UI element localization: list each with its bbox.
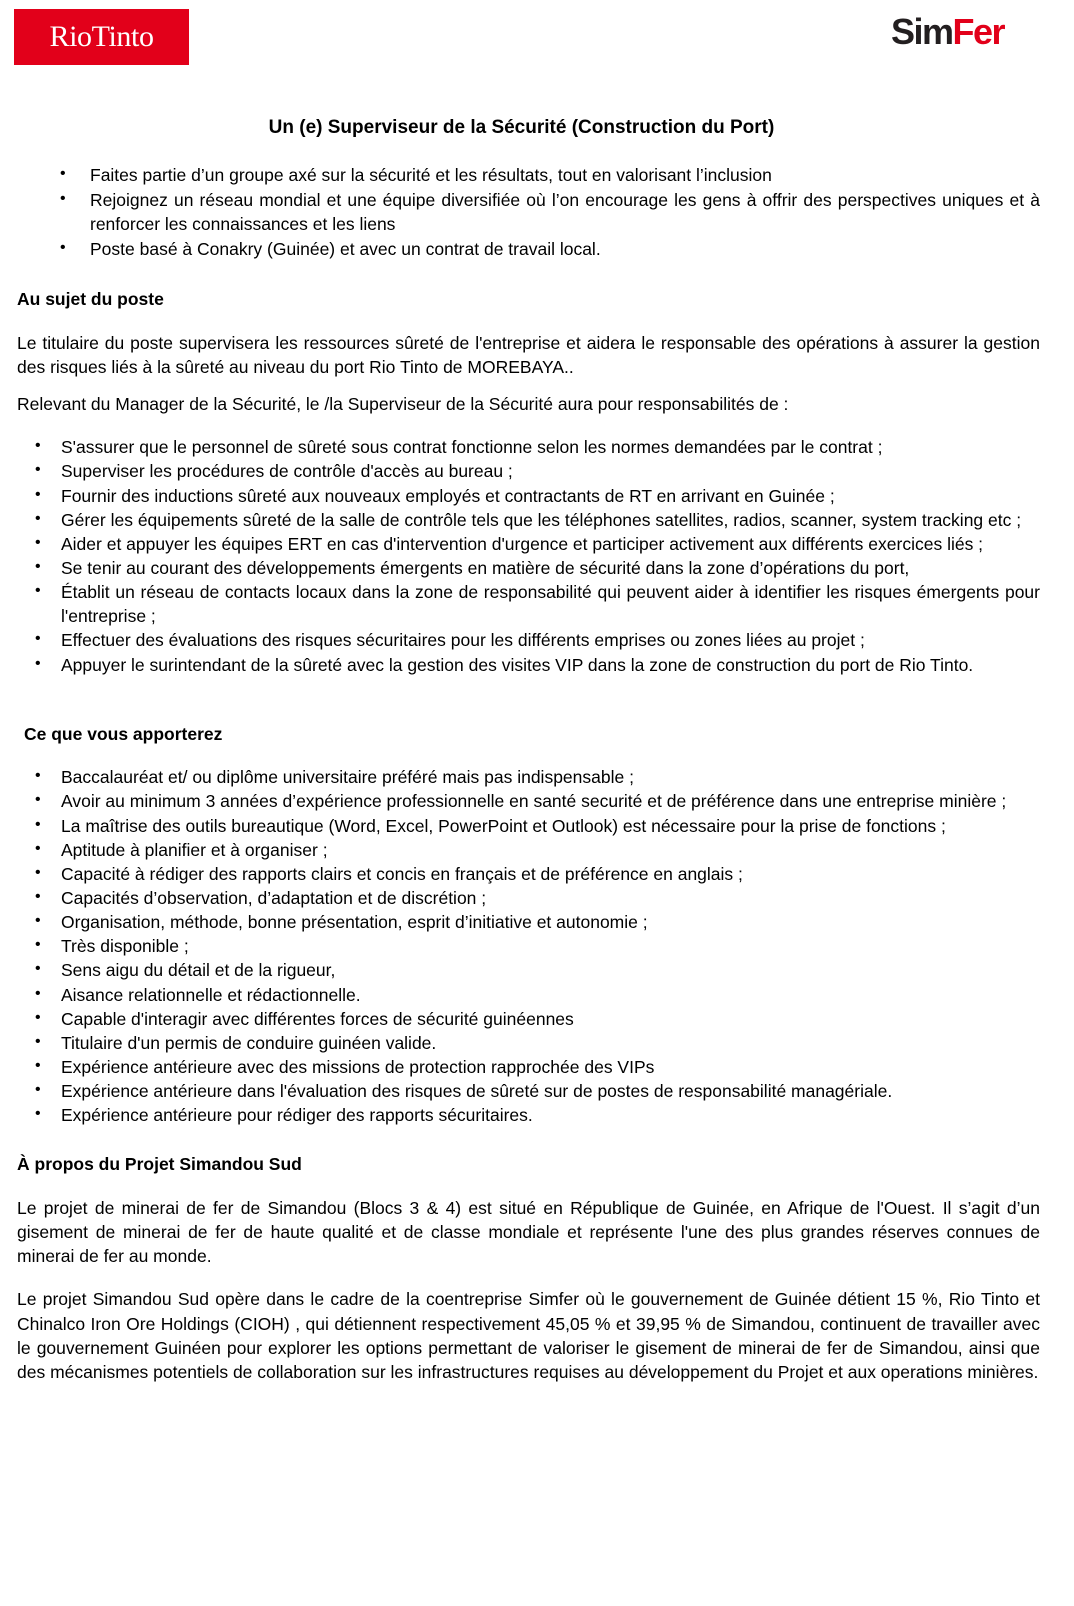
spacer xyxy=(17,1127,1040,1153)
section-paragraph: Le projet Simandou Sud opère dans le cadre de la coentreprise Simfer où le gouvernement de Guinée détient 15 %, Rio Tinto et Chinalco Iron Ore Holdings (CIOH) , qui détiennent respectivement 45,05 % et 39,95 % de Simandou, continuent de travailler avec le gouvernement Guinéen pour explorer les options permettant de valoriser le gisement de minerai de fer de Simandou, ainsi que des mécanismes potentiels de collaboration sur les infrastructures requises au développement du Projet et aux operations minières. xyxy=(17,1289,1040,1382)
list-item: • Capacités d’observation, d’adaptation et de discrétion ; xyxy=(61,886,1040,910)
spacer xyxy=(17,262,1040,288)
section-paragraph: Le titulaire du poste supervisera les ressources sûreté de l'entreprise et aidera le responsable des opérations à assurer la gestion des risques liés à la sûreté au niveau du port Rio Tinto de MOREBAYA.. xyxy=(17,332,1040,378)
list-item: • S'assurer que le personnel de sûreté sous contrat fonctionne selon les normes demandées par le contrat ; xyxy=(61,435,1040,459)
riotinto-logo xyxy=(14,9,189,65)
requirements-bullet-list xyxy=(17,765,1040,1127)
list-item: • Très disponible ; xyxy=(61,934,1040,958)
list-item: • Faites partie d’un groupe axé sur la sécurité et les résultats, tout en valorisant l’inclusion xyxy=(90,163,1040,187)
list-item: • Effectuer des évaluations des risques sécuritaires pour les différents emprises ou zones liées au projet ; xyxy=(61,628,1040,652)
list-item: • Aisance relationnelle et rédactionnelle. xyxy=(61,983,1040,1007)
list-item: • Superviser les procédures de contrôle d'accès au bureau ; xyxy=(61,459,1040,483)
riotinto-logo-text: RioTinto xyxy=(49,20,154,53)
list-item: • Se tenir au courant des développements émergents en matière de sécurité dans la zone d’opérations du port, xyxy=(61,556,1040,580)
list-item: • Sens aigu du détail et de la rigueur, xyxy=(61,958,1040,982)
intro-bullet-list xyxy=(17,163,1040,262)
list-item: • Avoir au minimum 3 années d’expérience professionnelle en santé securité et de préférence dans une entreprise minière ; xyxy=(61,789,1040,813)
list-item: • Organisation, méthode, bonne présentation, esprit d’initiative et autonomie ; xyxy=(61,910,1040,934)
list-item: • Capable d'interagir avec différentes forces de sécurité guinéennes xyxy=(61,1007,1040,1031)
list-item: • Expérience antérieure pour rédiger des rapports sécuritaires. xyxy=(61,1103,1040,1127)
simfer-logo xyxy=(890,11,1004,52)
list-item: • Aider et appuyer les équipes ERT en cas d'intervention d'urgence et participer activement aux différents exercices liés ; xyxy=(61,532,1040,556)
list-item: • Gérer les équipements sûreté de la salle de contrôle tels que les téléphones satellites, radios, scanner, system tracking etc ; xyxy=(61,508,1040,532)
page-title: Un (e) Superviseur de la Sécurité (Construction du Port) xyxy=(268,117,775,138)
spacer xyxy=(17,1177,1040,1196)
spacer xyxy=(17,677,1040,723)
document-header xyxy=(17,0,1040,78)
list-item: • Baccalauréat et/ ou diplôme universitaire préféré mais pas indispensable ; xyxy=(61,765,1040,789)
list-item: • Expérience antérieure avec des missions de protection rapprochée des VIPs xyxy=(61,1055,1040,1079)
section-heading-ce-que-vous-apporterez: Ce que vous apporterez xyxy=(24,723,223,744)
list-item: • Aptitude à planifier et à organiser ; xyxy=(61,838,1040,862)
list-item: • Expérience antérieure dans l'évaluation des risques de sûreté sur de postes de responsabilité managériale. xyxy=(61,1079,1040,1103)
section-heading-a-propos-du-projet: À propos du Projet Simandou Sud xyxy=(17,1154,302,1175)
spacer xyxy=(17,312,1040,331)
section-paragraph: Relevant du Manager de la Sécurité, le /la Superviseur de la Sécurité aura pour responsabilités de : xyxy=(17,394,789,415)
section-paragraph: Le projet de minerai de fer de Simandou (Blocs 3 & 4) est situé en République de Guinée, en Afrique de l'Ouest. Il s’agit d’un gisement de minerai de fer de haute qualité et de classe mondiale et représente l'une des plus grandes réserves connues de minerai de fer au monde. xyxy=(17,1198,1040,1267)
list-item: • Poste basé à Conakry (Guinée) et avec un contrat de travail local. xyxy=(90,237,1040,261)
list-item: • Titulaire d'un permis de conduire guinéen valide. xyxy=(61,1031,1040,1055)
simfer-logo-sim: Sim xyxy=(890,11,953,52)
list-item: • Établit un réseau de contacts locaux dans la zone de responsabilité qui peuvent aider à identifier les risques émergents pour l'entreprise ; xyxy=(61,580,1040,628)
section-heading-au-sujet-du-poste: Au sujet du poste xyxy=(17,289,164,310)
spacer xyxy=(17,416,1040,435)
responsibilities-bullet-list xyxy=(17,435,1040,676)
list-item: • La maîtrise des outils bureautique (Word, Excel, PowerPoint et Outlook) est nécessaire pour la prise de fonctions ; xyxy=(61,814,1040,838)
simfer-logo-fer: Fer xyxy=(952,11,1004,52)
spacer xyxy=(17,746,1040,765)
spacer xyxy=(17,1268,1040,1287)
list-item: • Appuyer le surintendant de la sûreté avec la gestion des visites VIP dans la zone de construction du port de Rio Tinto. xyxy=(61,653,1040,677)
spacer xyxy=(17,379,1040,392)
list-item: • Fournir des inductions sûreté aux nouveaux employés et contractants de RT en arrivant en Guinée ; xyxy=(61,484,1040,508)
list-item: • Rejoignez un réseau mondial et une équipe diversifiée où l’on encourage les gens à offrir des perspectives uniques et à renforcer les connaissances et les liens xyxy=(90,188,1040,236)
list-item: • Capacité à rédiger des rapports clairs et concis en français et de préférence en anglais ; xyxy=(61,862,1040,886)
